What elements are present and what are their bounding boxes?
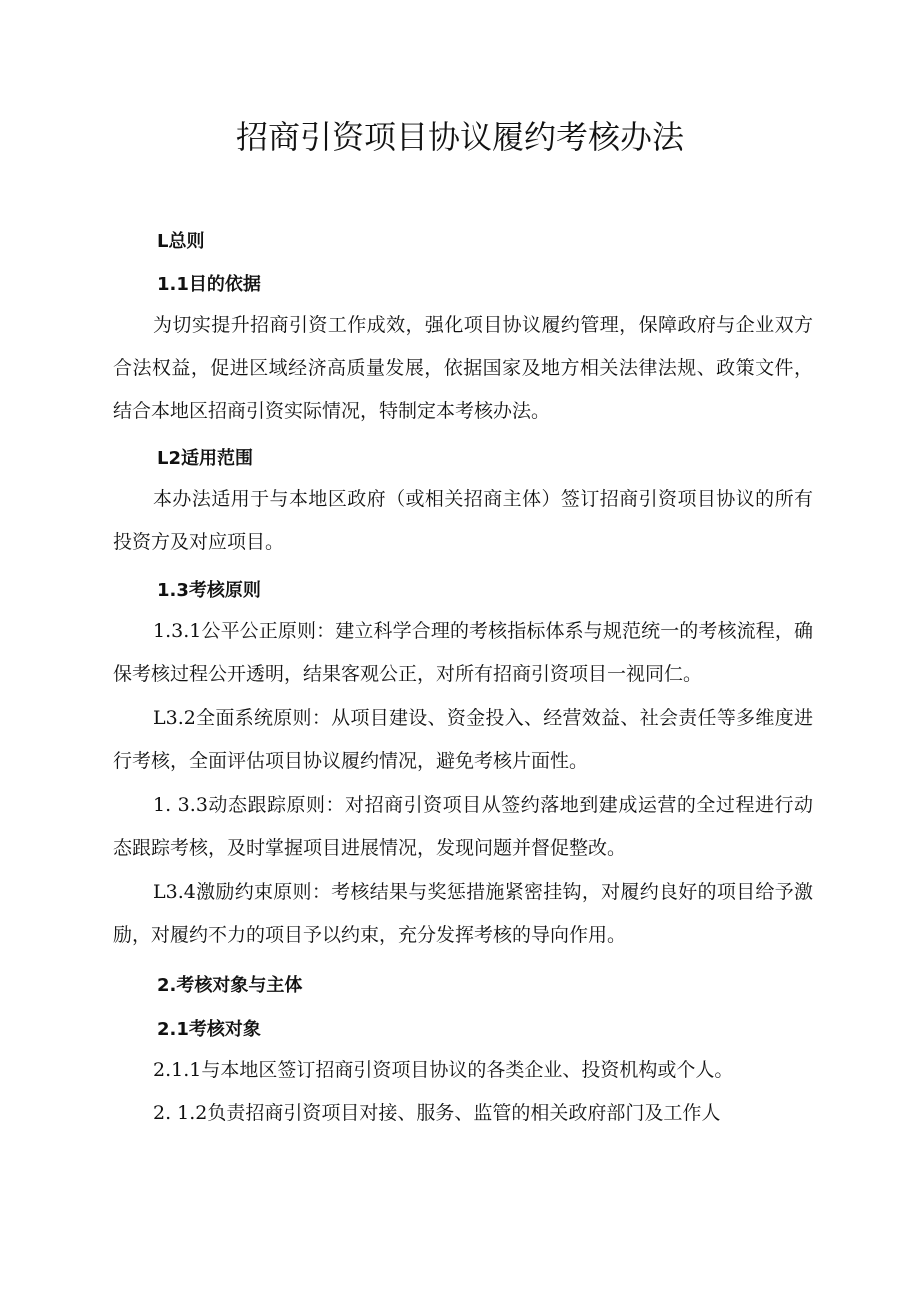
heading-principles: 1.3考核原则: [157, 580, 261, 601]
heading-scope: L2适用范围: [157, 448, 253, 469]
paragraph-purpose: 为切实提升招商引资工作成效，强化项目协议履约管理，保障政府与企业双方合法权益，促进区域经济高质量发展，依据国家及地方相关法律法规、政策文件，结合本地区招商引资实际情况，特制定本考核办法。: [113, 314, 813, 422]
paragraph-object-departments: 2. 1.2负责招商引资项目对接、服务、监管的相关政府部门及工作人: [153, 1102, 721, 1124]
heading-assessment-objects: 2.1考核对象: [157, 1019, 261, 1040]
heading-purpose-basis: 1.1目的依据: [157, 274, 261, 295]
paragraph-object-enterprises: 2.1.1与本地区签订招商引资项目协议的各类企业、投资机构或个人。: [153, 1059, 734, 1081]
document-title: 招商引资项目协议履约考核办法: [235, 118, 684, 156]
paragraph-principle-incentive: L3.4激励约束原则：考核结果与奖惩措施紧密挂钩，对履约良好的项目给予激励，对履约不力的项目予以约束，充分发挥考核的导向作用。: [113, 881, 813, 946]
heading-objects-subjects: 2.考核对象与主体: [157, 975, 303, 996]
paragraph-principle-dynamic: 1. 3.3动态跟踪原则：对招商引资项目从签约落地到建成运营的全过程进行动态跟踪考核，及时掌握项目进展情况，发现问题并督促整改。: [113, 794, 813, 859]
paragraph-scope: 本办法适用于与本地区政府（或相关招商主体）签订招商引资项目协议的所有投资方及对应项目。: [113, 488, 813, 553]
paragraph-principle-comprehensive: L3.2全面系统原则：从项目建设、资金投入、经营效益、社会责任等多维度进行考核，全面评估项目协议履约情况，避免考核片面性。: [113, 707, 813, 772]
paragraph-principle-fairness: 1.3.1公平公正原则：建立科学合理的考核指标体系与规范统一的考核流程，确保考核过程公开透明，结果客观公正，对所有招商引资项目一视同仁。: [113, 620, 813, 685]
heading-general-provisions: L总则: [157, 231, 205, 252]
